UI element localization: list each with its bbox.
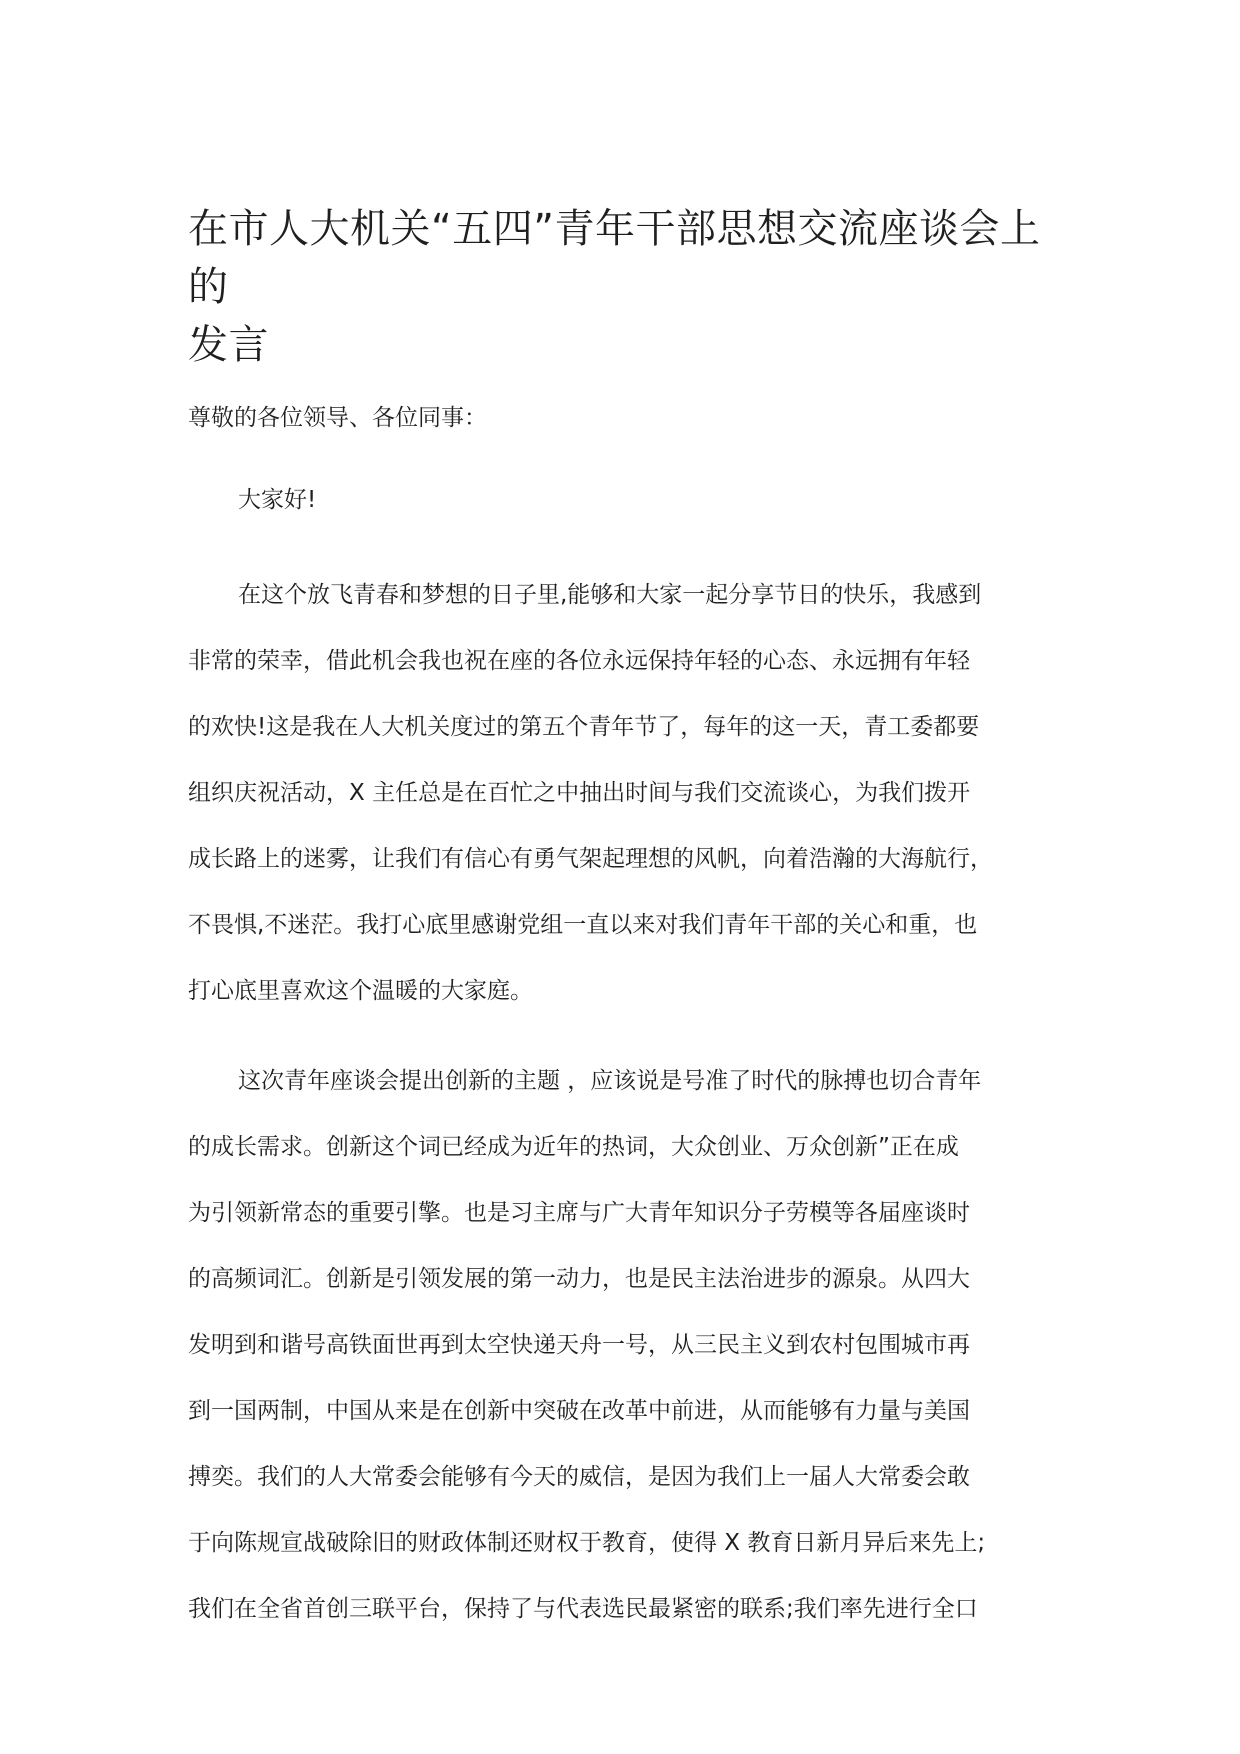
paragraph-line: 不畏惧,不迷茫。我打心底里感谢党组一直以来对我们青年干部的关心和重，也 [188, 912, 978, 938]
greeting: 大家好! [238, 487, 317, 513]
paragraph-line: 我们在全省首创三联平台，保持了与代表选民最紧密的联系;我们率先进行全口 [188, 1596, 978, 1622]
paragraph-line: 在这个放飞青春和梦想的日子里,能够和大家一起分享节日的快乐，我感到 [238, 582, 982, 608]
paragraph-line: 搏奕。我们的人大常委会能够有今天的威信，是因为我们上一届人大常委会敢 [188, 1464, 970, 1490]
salutation: 尊敬的各位领导、各位同事： [188, 405, 487, 431]
document-page [188, 200, 1076, 1642]
paragraph-line: 成长路上的迷雾，让我们有信心有勇气架起理想的风帆，向着浩瀚的大海航行， [188, 846, 993, 872]
paragraph-line: 这次青年座谈会提出创新的主题 ，应该说是号准了时代的脉搏也切合青年 [238, 1068, 982, 1094]
document-title [188, 200, 1076, 374]
title-line-2: 发言 [188, 322, 269, 368]
paragraph-line: 到一国两制，中国从来是在创新中突破在改革中前进，从而能够有力量与美国 [188, 1398, 970, 1424]
paragraph-line: 于向陈规宣战破除旧的财政体制还财权于教育，使得 X 教育日新月异后来先上; [188, 1530, 986, 1556]
paragraph-line: 发明到和谐号高铁面世再到太空快递天舟一号，从三民主义到农村包围城市再 [188, 1332, 970, 1358]
paragraph-line: 为引领新常态的重要引擎。也是习主席与广大青年知识分子劳模等各届座谈时 [188, 1200, 970, 1226]
paragraph-1 [188, 562, 1076, 1024]
paragraph-line: 打心底里喜欢这个温暖的大家庭。 [188, 978, 533, 1004]
paragraph-line: 的欢快!这是我在人大机关度过的第五个青年节了，每年的这一天，青工委都要 [188, 714, 980, 740]
title-line-1: 在市人大机关“五四”青年干部思想交流座谈会上的 [188, 206, 1041, 310]
paragraph-line: 非常的荣幸，借此机会我也祝在座的各位永远保持年轻的心态、永远拥有年轻 [188, 648, 970, 674]
paragraph-2 [188, 1048, 1076, 1642]
paragraph-line: 的高频词汇。创新是引领发展的第一动力，也是民主法治进步的源泉。从四大 [188, 1266, 970, 1292]
paragraph-line: 组织庆祝活动，X 主任总是在百忙之中抽出时间与我们交流谈心，为我们拨开 [188, 780, 971, 806]
paragraph-line: 的成长需求。创新这个词已经成为近年的热词，大众创业、万众创新”正在成 [188, 1134, 959, 1160]
